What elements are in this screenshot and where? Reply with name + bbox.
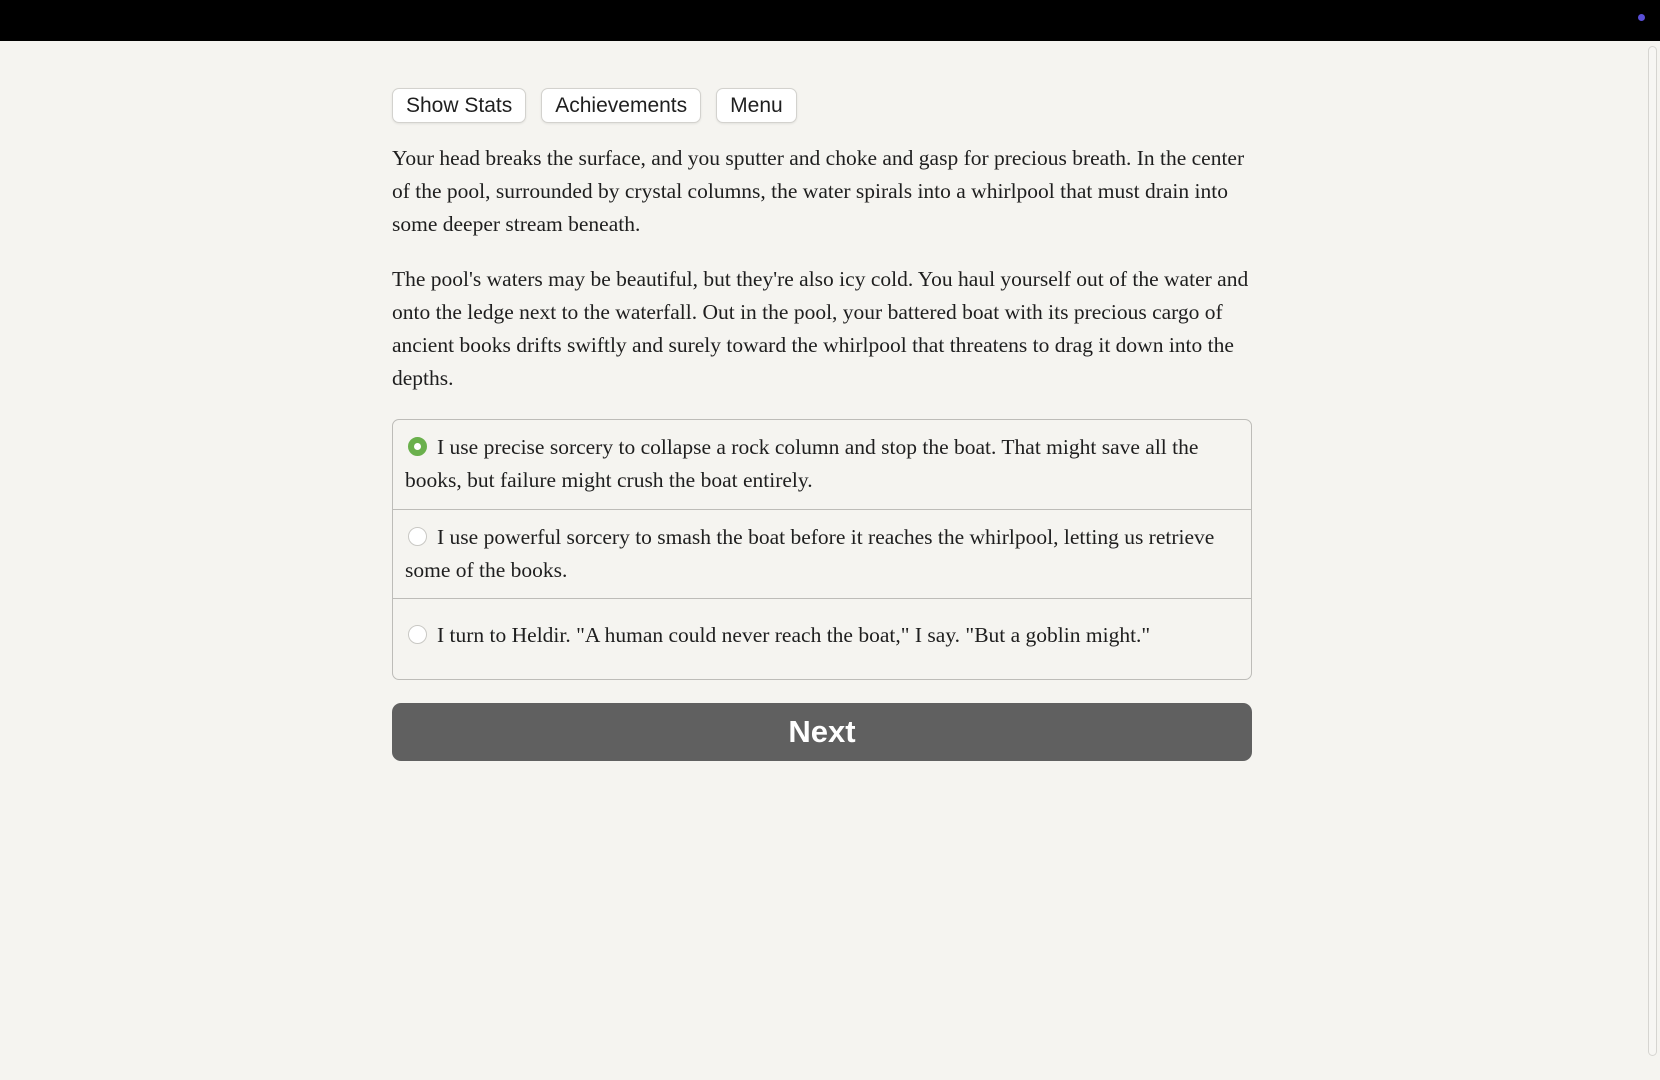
choice-label: I use powerful sorcery to smash the boat before it reaches the whirlpool, letting us retrieve some of the books. (405, 525, 1215, 582)
show-stats-button[interactable]: Show Stats (392, 88, 526, 123)
toolbar (392, 88, 1252, 123)
achievements-button[interactable]: Achievements (541, 88, 701, 123)
choice-option-3[interactable] (393, 598, 1251, 679)
scrollbar[interactable] (1648, 46, 1657, 1056)
choice-option-2[interactable] (393, 509, 1251, 598)
radio-unselected-icon[interactable] (408, 527, 427, 546)
story-paragraph: The pool's waters may be beautiful, but they're also icy cold. You haul yourself out of the water and onto the ledge next to the waterfall. Out in the pool, your battered boat with its precious cargo of ancient books drifts swiftly and surely toward the whirlpool that threatens to drag it down into the depths. (392, 267, 1249, 390)
choice-option-1[interactable] (393, 420, 1251, 509)
choice-label: I use precise sorcery to collapse a rock column and stop the boat. That might save all the books, but failure might crush the boat entirely. (405, 435, 1199, 492)
menu-button[interactable]: Menu (716, 88, 797, 123)
next-button[interactable]: Next (392, 703, 1252, 761)
choice-label: I turn to Heldir. "A human could never reach the boat," I say. "But a goblin might." (437, 623, 1151, 647)
radio-selected-icon[interactable] (408, 437, 427, 456)
radio-unselected-icon[interactable] (408, 625, 427, 644)
choice-list (392, 419, 1252, 680)
story-paragraph: Your head breaks the surface, and you sputter and choke and gasp for precious breath. In the center of the pool, surrounded by crystal columns, the water spirals into a whirlpool that must drain into some deeper stream beneath. (392, 146, 1245, 236)
story-text (392, 142, 1252, 395)
status-dot-icon (1638, 14, 1645, 21)
game-content (392, 88, 1252, 761)
top-bar (0, 0, 1660, 41)
